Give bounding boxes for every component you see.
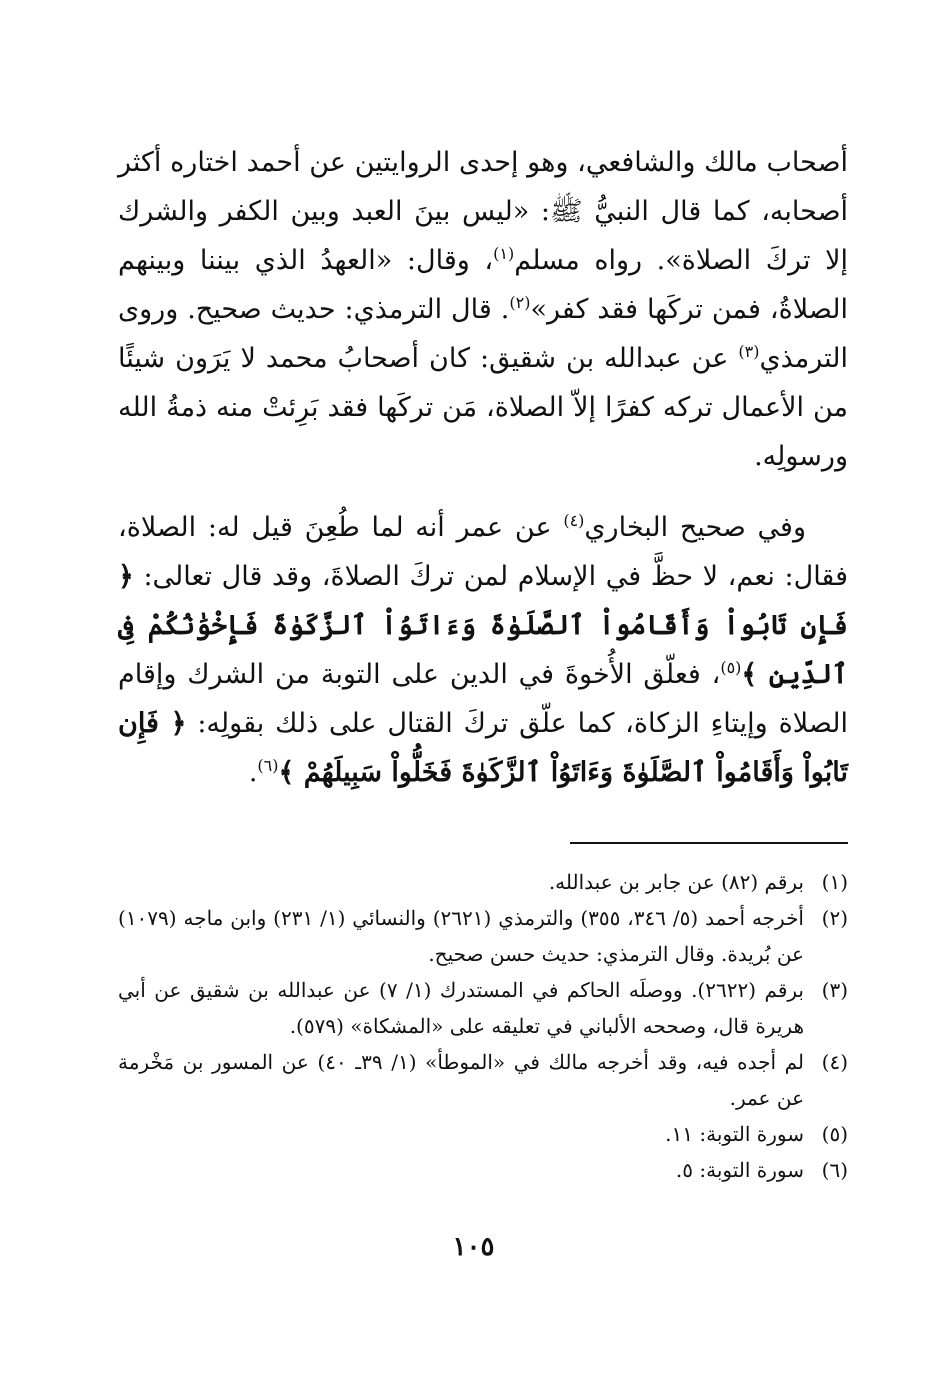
paragraph-1-part-d: عن عبدالله بن شقيق: كان أصحابُ محمد لا يَرَون شيئًا من الأعمال تركه كفرًا إلاّ الصلاة، مَن تركَها فقد بَرِئتْ منه ذمةُ الله ورسولِه.	[118, 343, 848, 472]
paragraph-2-part-b: عن عمر أنه لما طُعِنَ قيل له: الصلاة، فقال: نعم، لا حظَّ في الإسلام لمن تركَ الصلاةَ، وقد قال تعالى:	[118, 512, 848, 592]
footnote-text: برقم (٢٦٢٢). ووصلَه الحاكم في المستدرك (١/ ٧) عن عبدالله بن شقيق عن أبي هريرة قال، وصححه الألباني في تعليقه على «المشكاة» (٥٧٩).	[118, 978, 804, 1038]
footnote-divider	[570, 842, 848, 844]
footnote-ref-2: (٢)	[509, 293, 531, 312]
paragraph-1-part-b: ، وقال: «العهدُ الذي بيننا وبينهم الصلاةُ، فمن تركَها فقد كفر»	[118, 245, 848, 325]
paragraph-1-part-c: . قال الترمذي: حديث صحيح. وروى الترمذي	[118, 294, 848, 374]
footnote-ref-6: (٦)	[257, 756, 279, 775]
footnote-text: سورة التوبة: ٥.	[675, 1158, 804, 1182]
footnote-text: سورة التوبة: ١١.	[665, 1122, 804, 1146]
footnotes	[118, 864, 848, 1188]
footnote-ref-4: (٤)	[563, 511, 585, 530]
footnote-item	[118, 1044, 848, 1116]
footnote-number: (٣)	[821, 978, 848, 1002]
footnote-item	[118, 1152, 848, 1188]
footnote-text: أخرجه أحمد (٥/ ٣٤٦، ٣٥٥) والترمذي (٢٦٢١) والنسائي (١/ ٢٣١) وابن ماجه (١٠٧٩) عن بُريدة. وقال الترمذي: حديث حسن صحيح.	[118, 906, 804, 966]
footnote-number: (٢)	[821, 906, 848, 930]
footnote-item	[118, 900, 848, 972]
footnote-number: (٤)	[821, 1050, 848, 1074]
footnote-number: (٥)	[821, 1122, 848, 1146]
paragraph-2-part-c: ، فعلّق الأُخوةَ في الدين على التوبة من الشرك وإقام الصلاة وإيتاءِ الزكاة، كما علّق تركَ القتال على ذلك بقولِه:	[118, 659, 848, 739]
paragraph-2-part-a: وفي صحيح البخاري	[584, 512, 807, 543]
quran-verse-2: ﴿ فَإِن تَابُواْ وَأَقَامُواْ ٱلصَّلَوٰةَ وَءَاتَوُاْ ٱلزَّكَوٰةَ فَخَلُّواْ سَبِيلَهُمْ ﴾	[118, 708, 848, 788]
footnote-ref-5: (٥)	[720, 658, 742, 677]
footnote-item	[118, 864, 848, 900]
footnote-number: (٦)	[821, 1158, 848, 1182]
footnote-item	[118, 1116, 848, 1152]
paragraph-2-part-d: .	[248, 757, 258, 788]
paragraph-2	[118, 503, 848, 797]
footnote-text: برقم (٨٢) عن جابر بن عبدالله.	[548, 870, 804, 894]
footnote-ref-3: (٣)	[738, 342, 760, 361]
footnote-ref-1: (١)	[493, 244, 515, 263]
footnote-text: لم أجده فيه، وقد أخرجه مالك في «الموطأ» (١/ ٣٩ـ ٤٠) عن المسور بن مَخْرمة عن عمر.	[118, 1050, 805, 1110]
main-text	[118, 138, 848, 797]
paragraph-1	[118, 138, 848, 481]
paragraph-1-part-a: أصحاب مالك والشافعي، وهو إحدى الروايتين عن أحمد اختاره أكثر أصحابه، كما قال النبيُّ ﷺ: «ليس بينَ العبد وبين الكفر والشرك إلا تركَ الصلاة». رواه مسلم	[118, 147, 849, 276]
page-number: ١٠٥	[452, 1232, 495, 1262]
footnote-item	[118, 972, 848, 1044]
quran-verse-1: ﴿ فَإِن تَابُواْ وَأَقَامُواْ ٱلصَّلَوٰةَ وَءَاتَوُاْ ٱلزَّكَوٰةَ فَإِخْوَٰنُكُمْ فِى ٱلدِّينِ ﴾	[118, 561, 848, 690]
footnote-number: (١)	[821, 870, 848, 894]
